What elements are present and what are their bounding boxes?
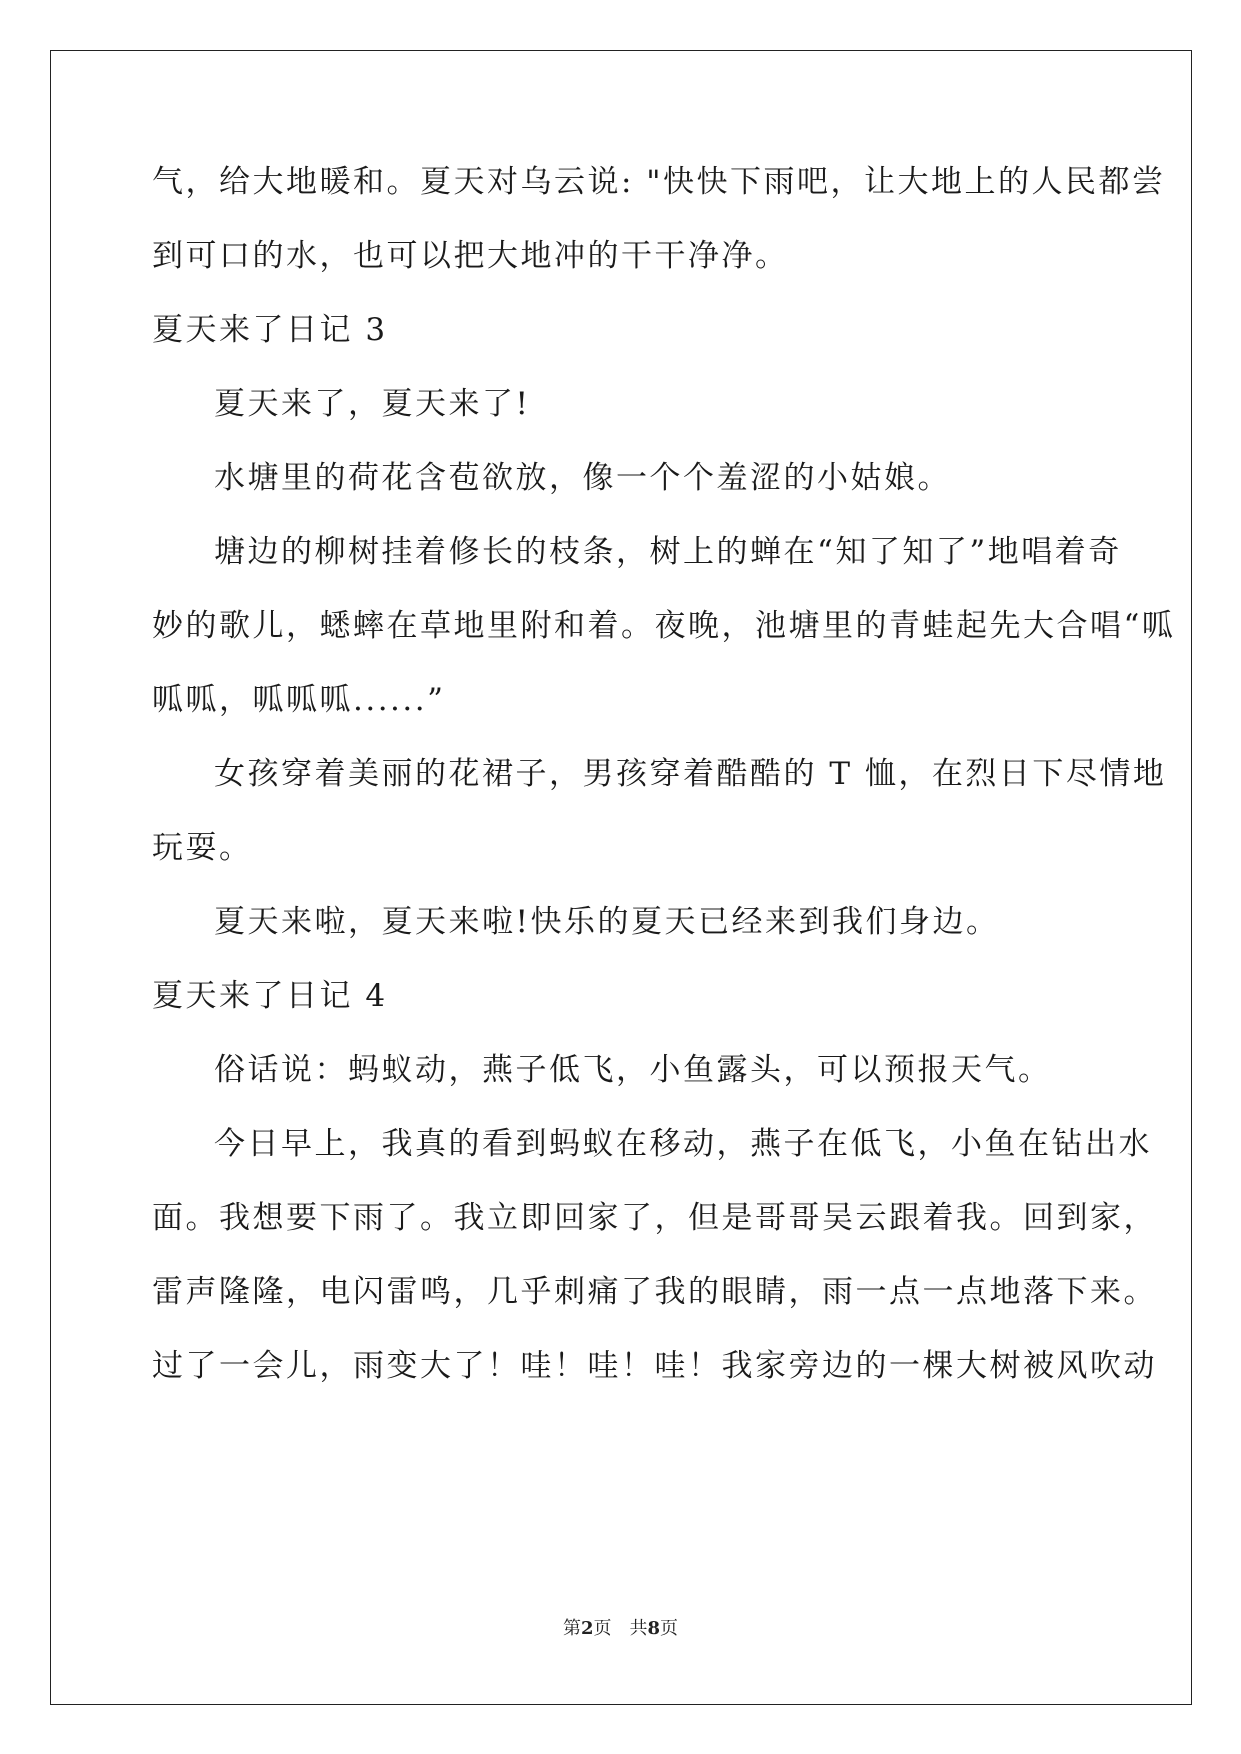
text-line: 俗话说：蚂蚁动，燕子低飞，小鱼露头，可以预报天气。 <box>214 1052 1052 1088</box>
page-label-prefix: 第 <box>562 1618 581 1639</box>
total-label-suffix: 页 <box>660 1618 679 1639</box>
text-line: 夏天来了，夏天来了! <box>214 386 531 422</box>
text-line: 夏天来了日记 3 <box>152 312 388 348</box>
text-line: 夏天来啦，夏天来啦!快乐的夏天已经来到我们身边。 <box>214 904 1000 940</box>
page-label-suffix: 页 <box>593 1618 612 1639</box>
text-line: 女孩穿着美丽的花裙子，男孩穿着酷酷的 T 恤，在烈日下尽情地 <box>214 756 1167 792</box>
text-line: 气，给大地暖和。夏天对乌云说: "快快下雨吧，让大地上的人民都尝 <box>152 164 1166 200</box>
text-line: 水塘里的荷花含苞欲放，像一个个羞涩的小姑娘。 <box>214 460 951 496</box>
text-line: 塘边的柳树挂着修长的枝条，树上的蝉在“知了知了”地唱着奇 <box>214 534 1122 570</box>
text-line: 过了一会儿，雨变大了！哇！哇！哇！我家旁边的一棵大树被风吹动 <box>152 1348 1157 1384</box>
text-line: 雷声隆隆，电闪雷鸣，几乎刺痛了我的眼睛，雨一点一点地落下来。 <box>152 1274 1157 1310</box>
text-line: 夏天来了日记 4 <box>152 978 388 1014</box>
current-page-number: 2 <box>580 1618 594 1639</box>
total-page-number: 8 <box>647 1618 661 1639</box>
document-body <box>152 162 1176 1420</box>
text-line: 玩耍。 <box>152 830 253 866</box>
text-line: 妙的歌儿，蟋蟀在草地里附和着。夜晚，池塘里的青蛙起先大合唱“呱 <box>152 608 1176 644</box>
text-line: 呱呱，呱呱呱......” <box>152 682 446 718</box>
total-label-prefix: 共 <box>629 1618 648 1639</box>
text-line: 到可口的水，也可以把大地冲的干干净净。 <box>152 238 789 274</box>
text-line: 今日早上，我真的看到蚂蚁在移动，燕子在低飞，小鱼在钻出水 <box>214 1126 1152 1162</box>
page-footer <box>0 1614 1241 1640</box>
text-line: 面。我想要下雨了。我立即回家了，但是哥哥吴云跟着我。回到家， <box>152 1200 1157 1236</box>
